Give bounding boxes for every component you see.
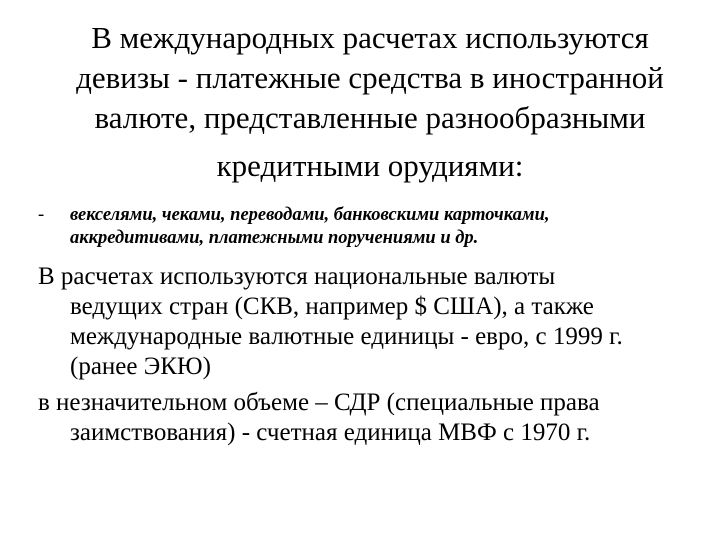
bullet-line-2: аккредитивами, платежными поручениями и др. xyxy=(70,228,479,248)
title-line-3: валюте, представленные разнообразными xyxy=(94,100,646,135)
sdr-paragraph xyxy=(38,388,708,448)
para1-line-4: (ранее ЭКЮ) xyxy=(70,353,211,380)
para2-line-2: заимствования) - счетная единица МВФ с 1970 г. xyxy=(70,419,591,446)
title-line-4: кредитными орудиями: xyxy=(216,148,524,183)
bullet-marker: - xyxy=(38,205,45,225)
para1-line-1: В расчетах используются национальные валюты xyxy=(38,263,556,290)
instruments-bullet xyxy=(38,204,708,250)
title-line-2: девизы - платежные средства в иностранной xyxy=(76,60,664,95)
currencies-paragraph xyxy=(38,262,708,382)
bullet-text xyxy=(38,204,708,250)
para1-line-3: международные валютные единицы - евро, с 1999 г. xyxy=(70,323,623,350)
title-line-1: В международных расчетах используются xyxy=(91,20,649,55)
para1-line-2: ведущих стран (СКВ, например $ США), а также xyxy=(70,293,594,320)
para2-line-1: в незначительном объеме – СДР (специальные права xyxy=(38,389,600,416)
bullet-line-1: векселями, чеками, переводами, банковскими карточками, xyxy=(70,205,550,225)
slide-title xyxy=(40,18,700,186)
